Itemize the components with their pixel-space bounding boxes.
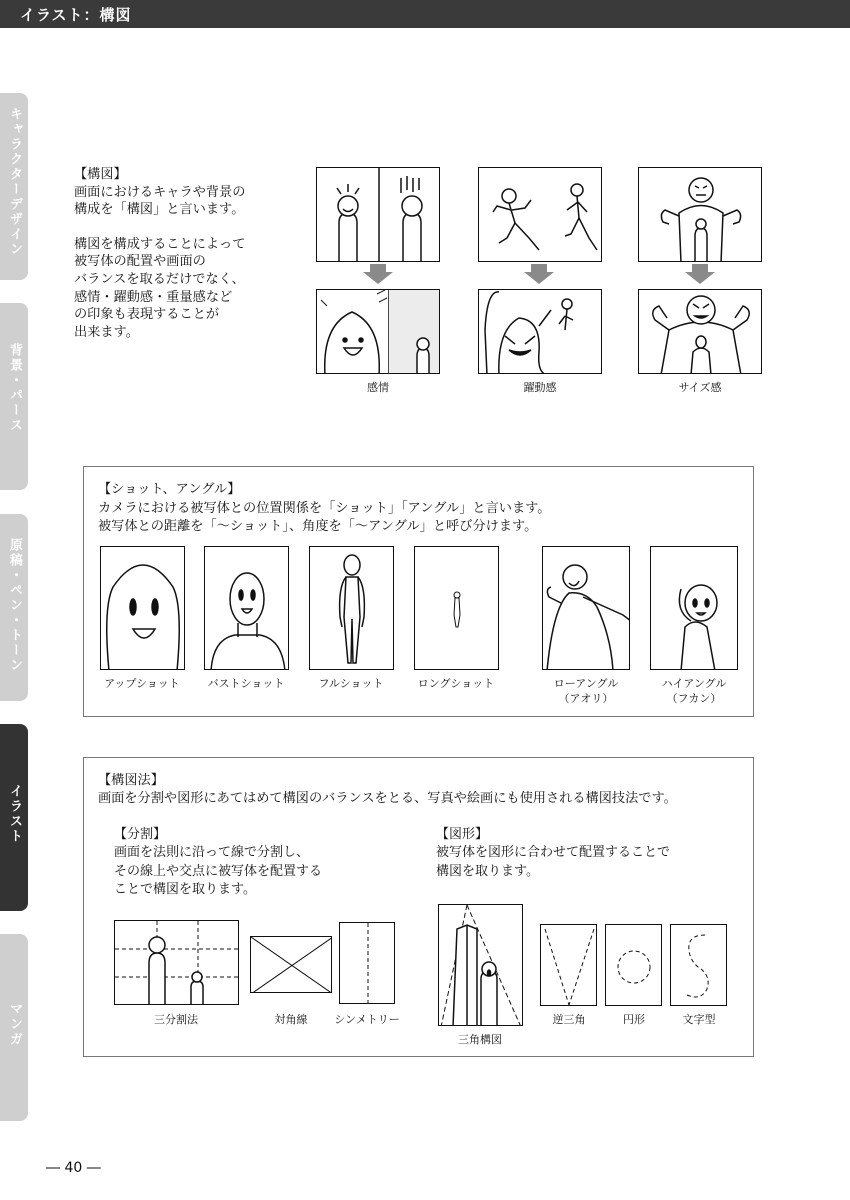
inverted-triangle-caption: 逆三角 <box>552 1013 586 1026</box>
side-tab-label: 原稿・ペン・トーン <box>7 538 22 673</box>
long-shot-panel <box>414 546 499 670</box>
side-tab-label: イラスト <box>7 784 22 844</box>
side-tab-background-perspective[interactable] <box>0 303 28 490</box>
bust-shot-caption: バストショット <box>207 677 285 690</box>
division-text: 画面を法則に沿って線で分割し、 その線上や交点に被写体を配置する ことで構図を取ります。 <box>114 845 323 897</box>
triangle-panel <box>438 904 523 1026</box>
letter-shape-panel <box>670 924 727 1006</box>
emotion-after-panel <box>316 289 440 374</box>
bust-shot-panel <box>204 546 289 670</box>
size-caption: サイズ感 <box>678 381 722 394</box>
triangle-caption: 三角構図 <box>458 1033 502 1046</box>
letter-shape-caption: 文字型 <box>682 1013 716 1026</box>
shot-angle-line1: カメラにおける被写体との位置関係を「ショット」「アングル」と言います。 <box>98 501 551 516</box>
page-number: ― 40 ― <box>46 1160 101 1176</box>
low-angle-caption: ローアングル （アオリ） <box>553 677 619 705</box>
side-tab-manga[interactable] <box>0 934 28 1121</box>
division-heading: 【分割】 <box>114 827 167 842</box>
composition-para1: 画面におけるキャラや背景の 構成を「構図」と言います。 <box>74 184 246 218</box>
shape-text: 被写体を図形に合わせて配置することで 構図を取ります。 <box>436 845 671 879</box>
circle-panel <box>605 924 662 1006</box>
rule-of-thirds-caption: 三分割法 <box>154 1013 198 1026</box>
symmetry-caption: シンメトリー <box>334 1013 400 1026</box>
side-tab-manuscript[interactable] <box>0 514 28 701</box>
size-before-panel <box>638 167 762 262</box>
high-angle-panel <box>650 546 738 670</box>
emotion-caption: 感情 <box>367 381 389 394</box>
down-arrow-icon <box>685 264 715 284</box>
diagonal-panel <box>250 936 332 993</box>
dynamism-caption: 躍動感 <box>523 381 557 394</box>
composition-para2: 構図を構成することによって 被写体の配置や画面の バランスを取るだけでなく、 感情・躍動感・重量感など の印象も表現することが 出来ます。 <box>74 236 246 340</box>
shot-angle-heading: 【ショット、アングル】 <box>98 482 241 497</box>
dynamism-after-panel <box>478 289 602 374</box>
shot-angle-line2: 被写体との距離を「～ショット」、角度を「～アングル」と呼び分けます。 <box>98 519 538 534</box>
symmetry-panel <box>339 922 395 1004</box>
full-shot-caption: フルショット <box>318 677 384 690</box>
up-shot-caption: アップショット <box>104 677 180 690</box>
technique-heading: 【構図法】 <box>98 773 164 788</box>
page-title: イラスト：構図 <box>20 6 132 24</box>
side-tab-character-design[interactable] <box>0 93 28 280</box>
side-tab-label: キャラクターデザイン <box>7 107 22 257</box>
up-shot-panel <box>100 546 185 670</box>
side-tab-label: マンガ <box>7 1002 22 1047</box>
dynamism-before-panel <box>478 167 602 262</box>
shape-heading: 【図形】 <box>436 827 489 842</box>
composition-heading: 【構図】 <box>74 167 127 182</box>
long-shot-caption: ロングショット <box>417 677 495 690</box>
side-tab-label: 背景・パース <box>7 343 22 433</box>
technique-line1: 画面を分割や図形にあてはめて構図のバランスをとる、写真や絵画にも使用される構図技法です。 <box>98 791 677 806</box>
high-angle-caption: ハイアングル （フカン） <box>661 677 727 705</box>
down-arrow-icon <box>524 264 554 284</box>
emotion-before-panel <box>316 167 440 262</box>
inverted-triangle-panel <box>540 924 597 1006</box>
size-after-panel <box>638 289 762 374</box>
down-arrow-icon <box>363 264 393 284</box>
diagonal-caption: 対角線 <box>274 1013 308 1026</box>
page-header <box>0 0 850 28</box>
rule-of-thirds-panel <box>114 920 239 1005</box>
side-tab-illustration[interactable] <box>0 724 28 911</box>
circle-caption: 円形 <box>623 1013 645 1026</box>
full-shot-panel <box>309 546 394 670</box>
low-angle-panel <box>542 546 630 670</box>
composition-intro <box>74 166 294 358</box>
